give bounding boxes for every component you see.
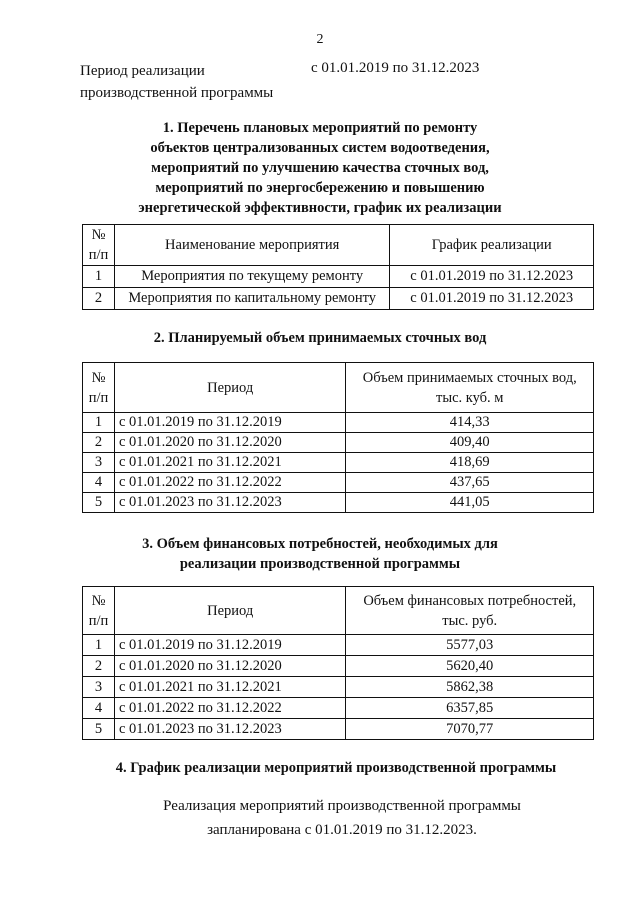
row-period: с 01.01.2023 по 31.12.2023 (114, 493, 346, 513)
table-row (83, 266, 594, 288)
section2-title: 2. Планируемый объем принимаемых сточных вод (153, 330, 487, 346)
col-period-header: Период (114, 363, 346, 413)
col-num-header (83, 363, 115, 413)
row-period: с 01.01.2021 по 31.12.2021 (114, 453, 346, 473)
col-finance-line2: тыс. руб. (442, 612, 498, 629)
period-label (80, 60, 273, 104)
row-value: 6357,85 (346, 698, 594, 719)
section1-title-line: мероприятий по энергосбережению и повышению (155, 180, 485, 196)
section4-text-line1: Реализация мероприятий производственной программы (163, 798, 521, 814)
wastewater-volume-table (82, 362, 594, 513)
col-period-header: Период (114, 587, 346, 635)
section4-text (0, 794, 640, 842)
col-num-header (83, 225, 115, 266)
row-num: 2 (83, 288, 115, 310)
table-row (83, 288, 594, 310)
col-num-line1: № (91, 592, 106, 609)
table-header-row (83, 363, 594, 413)
table-row (83, 656, 594, 677)
row-num: 1 (83, 266, 115, 288)
section3-title-line: 3. Объем финансовых потребностей, необходимых для (142, 536, 498, 552)
section1-title-line: объектов централизованных систем водоотведения, (150, 140, 490, 156)
row-schedule: с 01.01.2019 по 31.12.2023 (390, 266, 594, 288)
row-period: с 01.01.2022 по 31.12.2022 (114, 473, 346, 493)
measures-table (82, 224, 594, 310)
row-num: 5 (83, 719, 115, 740)
row-value: 418,69 (346, 453, 594, 473)
section1-title (0, 118, 640, 218)
row-period: с 01.01.2019 по 31.12.2019 (114, 413, 346, 433)
col-num-line1: № (91, 369, 106, 386)
row-period: с 01.01.2020 по 31.12.2020 (114, 656, 346, 677)
col-num-line2: п/п (88, 247, 109, 263)
row-period: с 01.01.2021 по 31.12.2021 (114, 677, 346, 698)
row-name: Мероприятия по капитальному ремонту (114, 288, 389, 310)
col-finance-header (346, 587, 594, 635)
period-label-line1: Период реализации (80, 63, 205, 79)
row-value: 414,33 (346, 413, 594, 433)
row-num: 4 (83, 473, 115, 493)
row-num: 4 (83, 698, 115, 719)
row-period: с 01.01.2023 по 31.12.2023 (114, 719, 346, 740)
table-row (83, 433, 594, 453)
col-volume-line1: Объем принимаемых сточных вод, (362, 369, 577, 386)
table-row (83, 453, 594, 473)
row-period: с 01.01.2019 по 31.12.2019 (114, 635, 346, 656)
col-volume-line2: тыс. куб. м (436, 389, 504, 406)
table-row (83, 698, 594, 719)
row-value: 5577,03 (346, 635, 594, 656)
table-row (83, 493, 594, 513)
col-num-line1: № (91, 227, 106, 243)
row-value: 409,40 (346, 433, 594, 453)
table-row (83, 635, 594, 656)
row-num: 3 (83, 453, 115, 473)
col-volume-header (346, 363, 594, 413)
period-value: с 01.01.2019 по 31.12.2023 (311, 60, 480, 76)
row-value: 5620,40 (346, 656, 594, 677)
row-period: с 01.01.2020 по 31.12.2020 (114, 433, 346, 453)
row-num: 2 (83, 433, 115, 453)
period-label-line2: производственной программы (80, 85, 274, 101)
row-num: 1 (83, 635, 115, 656)
table-row (83, 413, 594, 433)
col-finance-line1: Объем финансовых потребностей, (363, 592, 577, 609)
table-row (83, 473, 594, 493)
row-num: 5 (83, 493, 115, 513)
page-number: 2 (316, 32, 324, 47)
section4-text-line2: запланирована с 01.01.2019 по 31.12.2023. (207, 822, 477, 838)
col-num-header (83, 587, 115, 635)
row-value: 437,65 (346, 473, 594, 493)
col-schedule-header: График реализации (390, 225, 594, 266)
financial-needs-table (82, 586, 594, 740)
table-header-row (83, 225, 594, 266)
row-value: 7070,77 (346, 719, 594, 740)
table-header-row (83, 587, 594, 635)
table-row (83, 677, 594, 698)
section3-title (0, 534, 640, 574)
row-value: 441,05 (346, 493, 594, 513)
col-num-line2: п/п (88, 612, 109, 629)
col-num-line2: п/п (88, 389, 109, 406)
table-row (83, 719, 594, 740)
section4-title: 4. График реализации мероприятий производственной программы (115, 760, 557, 776)
row-name: Мероприятия по текущему ремонту (114, 266, 389, 288)
row-num: 1 (83, 413, 115, 433)
col-name-header: Наименование мероприятия (114, 225, 389, 266)
section1-title-line: 1. Перечень плановых мероприятий по ремонту (162, 120, 478, 136)
section1-title-line: мероприятий по улучшению качества сточных вод, (151, 160, 489, 176)
section3-title-line: реализации производственной программы (179, 556, 461, 572)
row-value: 5862,38 (346, 677, 594, 698)
section1-title-line: энергетической эффективности, график их реализации (138, 200, 502, 216)
row-num: 3 (83, 677, 115, 698)
row-period: с 01.01.2022 по 31.12.2022 (114, 698, 346, 719)
row-num: 2 (83, 656, 115, 677)
row-schedule: с 01.01.2019 по 31.12.2023 (390, 288, 594, 310)
